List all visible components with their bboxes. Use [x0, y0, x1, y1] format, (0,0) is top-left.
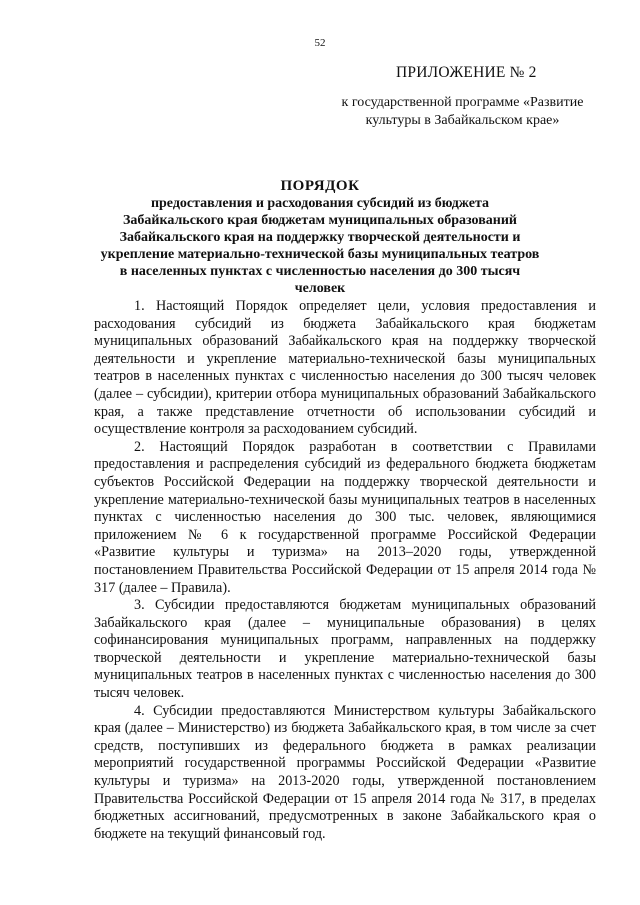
appendix-label: ПРИЛОЖЕНИЕ № 2	[396, 64, 537, 81]
document-title: ПОРЯДОК	[280, 178, 360, 194]
paragraph-3: 3. Субсидии предоставляются бюджетам муниципальных образований Забайкальского края (далее – муниципальные образования) в целях софинансирования муниципальных программ, направленных на поддержку творческой деятельности и укрепление материально-технической базы муниципальных театров в населенных пунктах с численностью населения до 300 тысяч человек.	[94, 597, 596, 702]
paragraph-1: 1. Настоящий Порядок определяет цели, условия предоставления и расходования субсидий из бюджета Забайкальского края бюджетам муниципальных образований Забайкальского края на поддержку творческой деятельности и укрепление материально-технической базы муниципальных театров в населенных пунктах с численностью населения до 300 тысяч человек (далее – субсидии), критерии отбора муниципальных образований Забайкальского края, а также представление отчетности об использовании субсидий и осуществление контроля за расходованием субсидий.	[94, 298, 596, 438]
paragraph-4: 4. Субсидии предоставляются Министерством культуры Забайкальского края (далее – Министерство) из бюджета Забайкальского края, в том числе за счет средств, поступивших из федерального бюджета в рамках реализации мероприятий государственной программы Российской Федерации «Развитие культуры и туризма» на 2013-2020 годы, утвержденной постановлением Правительства Российской Федерации от 15 апреля 2014 года № 317, в пределах бюджетных ассигнований, предусмотренных в законе Забайкальского края о бюджете на текущий финансовый год.	[94, 702, 596, 842]
appendix-subtitle: к государственной программе «Развитие культуры в Забайкальском крае»	[341, 95, 584, 128]
document-subtitle: предоставления и расходования субсидий из бюджета Забайкальского края бюджетам муниципальных образований Забайкальского края на поддержку творческой деятельности и укрепление материально-технической базы муниципальных театров в населенных пунктах с численностью населения до 300 тысяч человек	[100, 196, 540, 296]
paragraph-2: 2. Настоящий Порядок разработан в соответствии с Правилами предоставления и распределения субсидий из федерального бюджета бюджетам субъектов Российской Федерации на поддержку творческой деятельности и укрепление материально-технической базы муниципальных театров в населенных пунктах с численностью населения до 300 тыс. человек, являющимися приложением № 6 к государственной программе Российской Федерации «Развитие культуры и туризма» на 2013–2020 годы, утвержденной постановлением Правительства Российской Федерации от 15 апреля 2014 года № 317 (далее – Правила).	[94, 438, 596, 596]
document-body	[94, 298, 596, 843]
page-number: 52	[314, 37, 326, 49]
